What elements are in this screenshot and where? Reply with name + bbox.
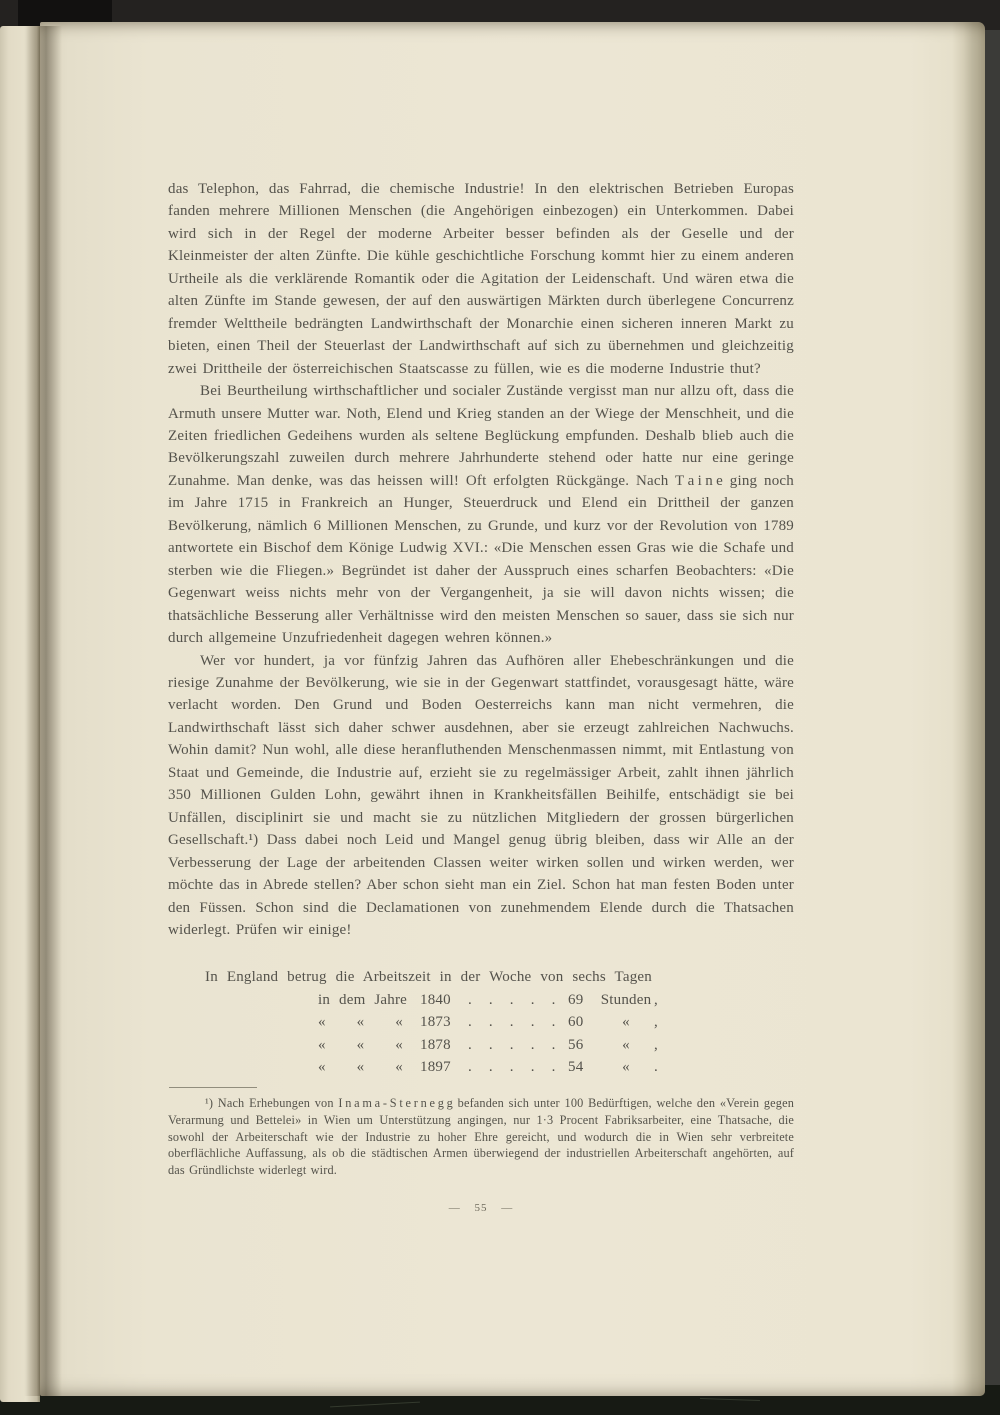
table-row bbox=[168, 1011, 794, 1034]
table-cell-value: 60 bbox=[568, 1014, 584, 1031]
body-paragraph-1: das Telephon, das Fahrrad, die chemische Industrie! In den elektrischen Betrieben Europas fanden mehrere Millionen Menschen (die Angehörigen einbezogen) ein Unterkommen. Dabei wird sich in der Regel der moderne Arbeiter besser befinden als der Geselle und der Kleinmeister der alten Zünfte. Die kühle geschichtliche Forschung kommt hier zu einem anderen Urtheile als die verklärende Romantik oder die Agitation der Leidenschaft. Und wären etwa die alten Zünfte im Stande gewesen, der auf den auswärtigen Märkten durch überlegene Concurrenz fremder Welttheile bedrängten Landwirthschaft der Monarchie einen sicheren inneren Markt zu bieten, einen Theil der Steuerlast der Landwirthschaft auf sich zu übernehmen und gleichzeitig zwei Drittheile der österreichischen Staatscasse zu füllen, wie es die moderne Industrie thut? bbox=[168, 181, 794, 377]
table-cell-dots: . . . . . bbox=[468, 1014, 556, 1031]
table-cell-unit: « bbox=[622, 1036, 630, 1053]
table-cell-punct: , bbox=[654, 991, 658, 1008]
footnote-text: ¹) Nach Erhebungen von I n a m a - S t e r n e g g befanden sich unter 100 Bedürftigen, welche den «Verein gegen Verarmung und Bettelei» in Wien um Unterstützung angingen, nur 1·3 Procent Fabriksarbeiter, eine Thatsache, die sowohl der Arbeiterschaft wie der Industrie zu hoher Ehre gereicht, und wodurch die in Wien sehr verbreitete oberflächliche Auffassung, als ob die städtischen Armen überwiegend der industriellen Arbeiterschaft angehörten, auf das Gründlichste widerlegt wird. bbox=[168, 1095, 794, 1178]
table-cell-dots: . . . . . bbox=[468, 1036, 556, 1053]
table-cell-year: 1897 bbox=[420, 1059, 451, 1076]
body-paragraphs bbox=[168, 178, 794, 966]
table-cell-year: 1840 bbox=[420, 991, 451, 1008]
table-cell-dots: . . . . . bbox=[468, 991, 556, 1008]
previous-page-edge bbox=[0, 26, 40, 1402]
table-cell-punct: , bbox=[654, 1014, 658, 1031]
table-cell-value: 56 bbox=[568, 1036, 584, 1053]
table-cell-value: 54 bbox=[568, 1059, 584, 1076]
table-cell-dots: . . . . . bbox=[468, 1059, 556, 1076]
table-row bbox=[168, 989, 794, 1012]
table-cell-punct: . bbox=[654, 1059, 658, 1076]
table-header-line: In England betrug die Arbeitszeit in der Woche von sechs Tagen bbox=[205, 969, 652, 985]
table-cell-year: 1873 bbox=[420, 1014, 451, 1031]
page-number: — 55 — bbox=[448, 1201, 514, 1214]
table-cell-label: « « « bbox=[318, 1036, 403, 1053]
work-hours-table bbox=[168, 966, 794, 1079]
body-paragraph-3: Wer vor hundert, ja vor fünfzig Jahren das Aufhören aller Ehebeschränkungen und die riesige Zunahme der Bevölkerung, wie sie in der Gegenwart stattfindet, vorausgesagt hätte, wäre verlacht worden. Den Grund und Boden Oesterreichs kann man nicht vermehren, die Landwirthschaft lässt sich daher schwer ausdehnen, aber sie erzeugt zahlreichen Nachwuchs. Wohin damit? Nun wohl, alle diese heranfluthenden Menschenmassen nimmt, mit Entlastung von Staat und Gemeinde, die Industrie auf, erzieht sie zu regelmässiger Arbeit, zahlt ihnen jährlich 350 Millionen Gulden Lohn, gewährt ihnen in Krankheitsfällen Beihilfe, entschädigt sie bei Unfällen, disciplinirt sie und macht sie zu nützlichen Mitgliedern der grossen bürgerlichen Gesellschaft.¹) Dass dabei noch Leid und Mangel genug übrig bleiben, dass wir Alle an der Verbesserung der Lage der arbeitenden Classen weiter wirken sollen und wirken werden, wer möchte das in Abrede stellen? Aber schon sieht man ein Ziel. Schon hat man festen Boden unter den Füssen. Schon sind die Declamationen von zunehmendem Elende durch die Thatsachen widerlegt. Prüfen wir einige! bbox=[168, 652, 794, 938]
table-cell-label: « « « bbox=[318, 1059, 403, 1076]
table-cell-year: 1878 bbox=[420, 1036, 451, 1053]
table-row bbox=[168, 1056, 794, 1079]
text-block bbox=[168, 178, 794, 1219]
table-cell-value: 69 bbox=[568, 991, 584, 1008]
table-cell-punct: , bbox=[654, 1036, 658, 1053]
table-cell-label: in dem Jahre bbox=[318, 991, 408, 1008]
book-page bbox=[40, 22, 985, 1396]
table-cell-unit: « bbox=[622, 1059, 630, 1076]
table-cell-label: « « « bbox=[318, 1014, 403, 1031]
table-cell-unit: Stunden bbox=[600, 991, 652, 1008]
footnote-divider bbox=[169, 1087, 257, 1088]
body-paragraph-2: Bei Beurtheilung wirthschaftlicher und socialer Zustände vergisst man nur allzu oft, dass die Armuth unsere Mutter war. Noth, Elend und Krieg standen an der Wiege der Menschheit, und die Zeiten friedlichen Gedeihens wurden als seltene Beglückung empfunden. Deshalb blieb auch die Bevölkerungszahl zuweilen durch mehrere Jahrhunderte stehend oder hatte nur eine geringe Zunahme. Man denke, was das heissen will! Oft erfolgten Rückgänge. Nach T a i n e ging noch im Jahre 1715 in Frankreich an Hunger, Steuerdruck und Elend ein Drittheil der ganzen Bevölkerung, nämlich 6 Millionen Menschen, zu Grunde, und kurz vor der Revolution von 1789 antwortete ein Bischof dem Könige Ludwig XVI.: «Die Menschen essen Gras wie die Schafe und sterben wie die Fliegen.» Begründet ist daher der Ausspruch eines scharfen Beobachters: «Die Gegenwart weiss nichts mehr von der Vergangenheit, ja sie will davon nichts wissen; die thatsächliche Besserung aller Verhältnisse wird den meisten Menschen so sauer, dass sie sich nur durch allgemeine Unzufriedenheit dagegen wehren können.» bbox=[168, 383, 794, 647]
table-cell-unit: « bbox=[622, 1014, 630, 1031]
table-row bbox=[168, 1034, 794, 1057]
